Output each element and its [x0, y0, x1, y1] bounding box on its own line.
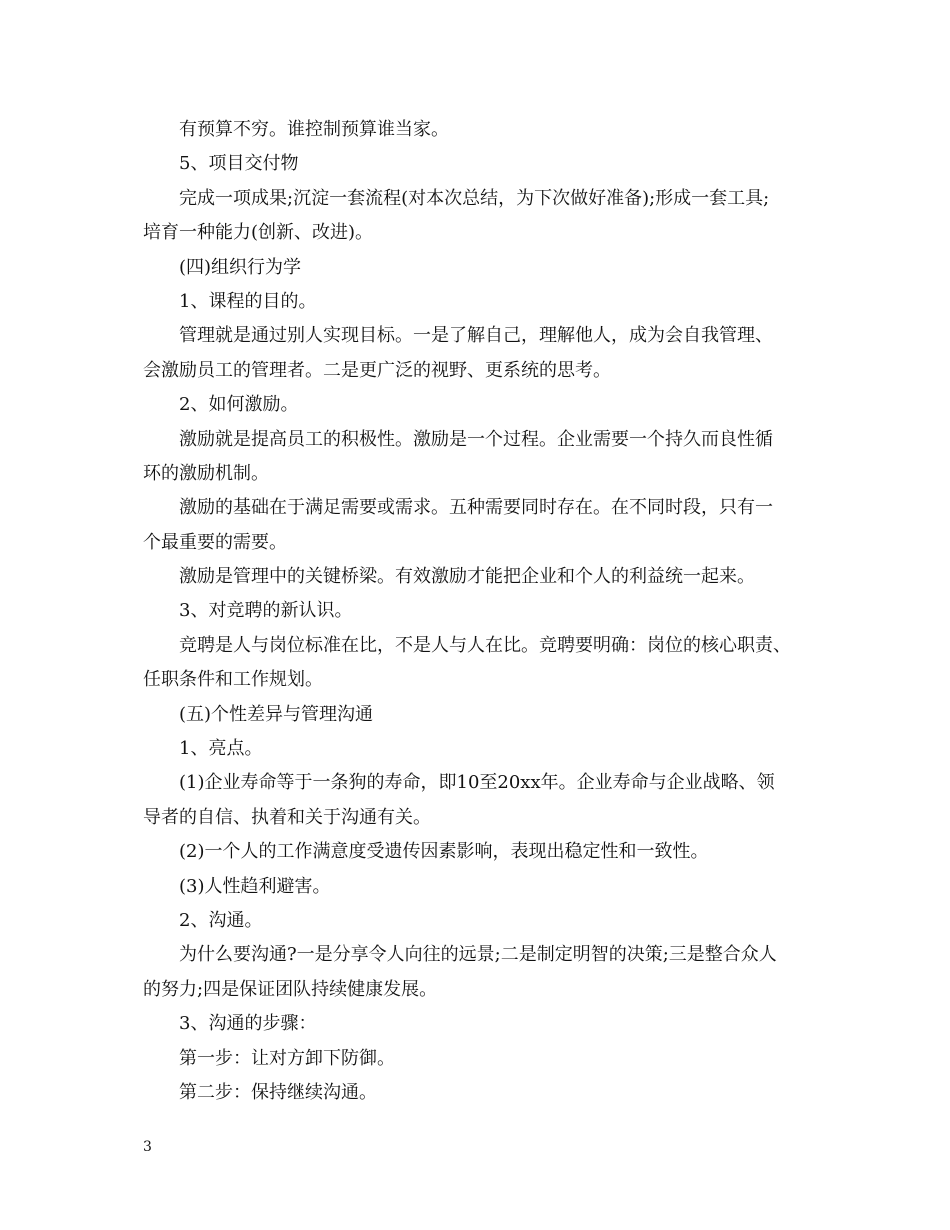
paragraph-line: 环的激励机制。	[143, 462, 269, 484]
paragraph-line: 完成一项成果;沉淀一套流程(对本次总结，为下次做好准备);形成一套工具;	[179, 187, 770, 209]
paragraph-line: 有预算不穷。谁控制预算谁当家。	[179, 119, 449, 140]
paragraph-line: (3)人性趋利避害。	[179, 875, 331, 897]
page-number: 3	[143, 1139, 152, 1155]
paragraph-line: 导者的自信、执着和关于沟通有关。	[143, 806, 431, 828]
paragraph-line: 个最重要的需要。	[143, 531, 287, 553]
paragraph-line: 培育一种能力(创新、改进)。	[143, 222, 374, 244]
list-heading: 1、亮点。	[179, 738, 263, 760]
paragraph-line: (1)企业寿命等于一条狗的寿命，即10至20xx年。企业寿命与企业战略、领	[179, 772, 775, 794]
paragraph-line: 第二步：保持继续沟通。	[179, 1081, 377, 1103]
body-text	[143, 113, 833, 1110]
list-heading: 3、沟通的步骤：	[179, 1013, 317, 1035]
paragraph-line: 为什么要沟通?一是分享令人向往的远景;二是制定明智的决策;三是整合众人	[179, 944, 777, 966]
paragraph-line: 会激励员工的管理者。二是更广泛的视野、更系统的思考。	[143, 359, 611, 381]
paragraph-line: (2)一个人的工作满意度受遗传因素影响，表现出稳定性和一致性。	[179, 841, 709, 863]
section-heading: (五)个性差异与管理沟通	[179, 703, 374, 725]
list-heading: 3、对竞聘的新认识。	[179, 600, 353, 622]
paragraph-line: 管理就是通过别人实现目标。一是了解自己，理解他人，成为会自我管理、	[179, 325, 773, 347]
paragraph-line: 竞聘是人与岗位标准在比，不是人与人在比。竞聘要明确：岗位的核心职责、	[179, 634, 791, 656]
section-heading: (四)组织行为学	[179, 256, 302, 278]
list-heading: 1、课程的目的。	[179, 290, 317, 312]
paragraph-line: 第一步：让对方卸下防御。	[179, 1047, 395, 1069]
paragraph-line: 的努力;四是保证团队持续健康发展。	[143, 978, 438, 1000]
paragraph-line: 激励的基础在于满足需要或需求。五种需要同时存在。在不同时段，只有一	[179, 497, 773, 519]
paragraph-line: 激励是管理中的关键桥梁。有效激励才能把企业和个人的利益统一起来。	[179, 566, 755, 588]
paragraph-line: 任职条件和工作规划。	[143, 669, 323, 691]
list-heading: 2、沟通。	[179, 909, 263, 931]
list-heading: 5、项目交付物	[179, 153, 299, 175]
list-heading: 2、如何激励。	[179, 394, 299, 416]
paragraph-line: 激励就是提高员工的积极性。激励是一个过程。企业需要一个持久而良性循	[179, 428, 773, 450]
